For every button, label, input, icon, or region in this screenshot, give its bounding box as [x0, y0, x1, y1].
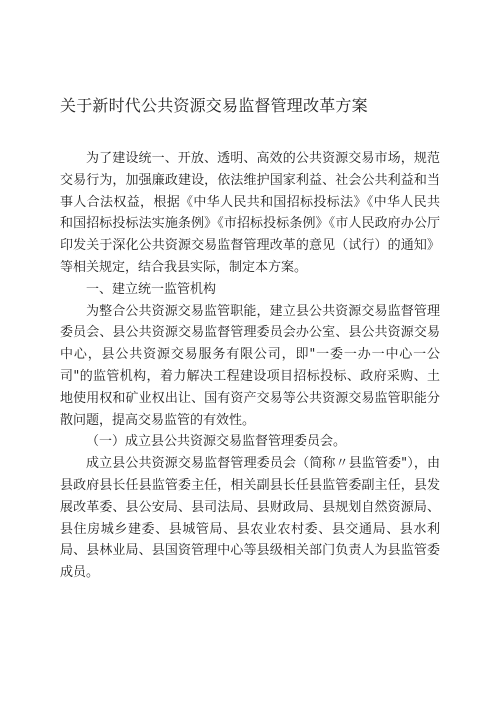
subsection-1-heading: （一）成立县公共资源交易监督管理委员会。 — [86, 434, 347, 450]
document-title: 关于新时代公共资源交易监督管理改革方案 — [60, 96, 368, 115]
section-1-paragraph: 为整合公共资源交易监管职能，建立县公共资源交易监督管理委员会、县公共资源交易监督管理委员会办公室、县公共资源交易中心，县公共资源交易服务有限公司，即"一委一办一中心一公司"的监管机构，着力解决工程建设项目招标投标、政府采购、土地使用权和矿业权出让、国有资产交易等公共资源交易监管职能分散问题，提高交易监管的有效性。 — [60, 303, 440, 428]
document-body — [60, 148, 440, 584]
subsection-1-paragraph: 成立县公共资源交易监督管理委员会（简称〃县监管委"），由县政府县长任县监管委主任，相关副县长任县监管委副主任，县发展改革委、县公安局、县司法局、县财政局、县规划自然资源局、县住房城乡建委、县城管局、县农业农村委、县交通局、县水利局、县林业局、县国资管理中心等县级相关部门负责人为县监管委成员。 — [60, 456, 440, 581]
section-1-heading: 一、建立统一监管机构 — [86, 281, 217, 297]
intro-paragraph: 为了建设统一、开放、透明、高效的公共资源交易市场，规范交易行为，加强廉政建设，依法维护国家利益、社会公共利益和当事人合法权益，根据《中华人民共和国招标投标法》《中华人民共和国招标投标法实施条例》《市招标投标条例》《市人民政府办公厅印发关于深化公共资源交易监督管理改革的意见（试行）的通知》等相关规定，结合我县实际，制定本方案。 — [60, 151, 440, 275]
